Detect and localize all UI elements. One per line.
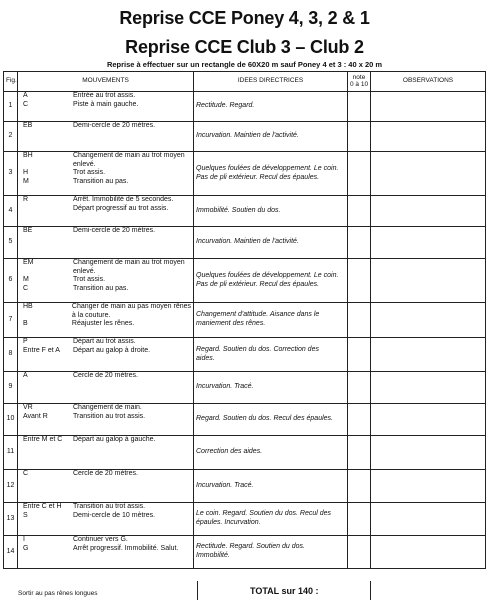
guiding-idea-text: Immobilité. xyxy=(196,552,230,559)
guiding-ideas-cell xyxy=(194,227,348,259)
arena-letter: EM xyxy=(23,259,34,266)
note-cell[interactable] xyxy=(348,303,371,338)
movement-action: Transition au trot assis. xyxy=(73,503,146,510)
figure-number: 4 xyxy=(4,196,18,227)
arena-letters xyxy=(20,536,71,568)
guiding-idea-text: Rectitude. Regard. Soutien du dos. xyxy=(196,543,305,551)
arena-letter: H xyxy=(23,169,29,177)
arena-letter: Entre M et C xyxy=(23,436,63,443)
guiding-idea-text: épaules. Incurvation. xyxy=(196,519,261,526)
observations-cell[interactable] xyxy=(371,196,486,227)
guiding-idea-text: Immobilité. Soutien du dos. xyxy=(196,206,281,214)
movement-actions xyxy=(71,503,191,535)
arena-letter: S xyxy=(23,511,28,519)
note-cell[interactable] xyxy=(348,536,371,569)
figure-number: 7 xyxy=(4,303,18,338)
guiding-idea-text: Incurvation. Tracé. xyxy=(196,481,254,489)
figure-number: 10 xyxy=(4,404,18,436)
arena-letter: A xyxy=(23,92,28,99)
observations-cell[interactable] xyxy=(371,92,486,122)
arena-letter xyxy=(23,312,70,321)
observations-cell[interactable] xyxy=(371,404,486,436)
note-cell[interactable] xyxy=(348,122,371,152)
header-note xyxy=(348,72,371,92)
arena-letters xyxy=(20,303,70,337)
table-header-row xyxy=(4,72,486,92)
guiding-idea-text: Incurvation. Tracé. xyxy=(196,383,254,391)
movement-cell xyxy=(18,303,194,338)
table-row xyxy=(4,470,486,503)
movement-cell xyxy=(18,196,194,227)
movement-actions xyxy=(70,303,191,337)
table-row xyxy=(4,152,486,196)
arena-letters xyxy=(20,196,71,226)
movement-actions xyxy=(71,152,191,195)
guiding-idea-text: Incurvation. Maintien de l'activité. xyxy=(196,132,299,140)
table-row xyxy=(4,338,486,372)
movement-action: Changement de main. xyxy=(73,404,142,411)
guiding-idea-text: aides. xyxy=(196,354,215,362)
movement-action: à la couture. xyxy=(71,311,111,319)
table-row xyxy=(4,259,486,303)
footer-divider-right xyxy=(370,581,371,600)
note-cell[interactable] xyxy=(348,503,371,536)
table-row xyxy=(4,404,486,436)
movement-cell xyxy=(18,259,194,303)
figure-number: 9 xyxy=(4,372,18,404)
figure-number: 11 xyxy=(4,436,18,470)
guiding-idea-text: Pas de pli extérieur. Recul des épaules. xyxy=(196,280,320,288)
movement-actions xyxy=(71,259,191,302)
arena-letters xyxy=(20,372,71,403)
figure-number: 12 xyxy=(4,470,18,503)
arena-letter: B xyxy=(23,320,28,328)
movement-action: Changer de main au pas moyen rênes xyxy=(71,303,191,310)
header-note-line-2: 0 à 10 xyxy=(350,80,369,88)
note-cell[interactable] xyxy=(348,152,371,196)
guiding-idea-text: Quelques foulées de développement. Le coin. xyxy=(196,271,339,279)
movement-actions xyxy=(71,470,191,502)
movement-action: Cercle de 20 mètres. xyxy=(73,372,138,379)
movement-cell xyxy=(18,503,194,536)
table-row xyxy=(4,196,486,227)
observations-cell[interactable] xyxy=(371,436,486,470)
figure-number: 2 xyxy=(4,122,18,152)
guiding-ideas-cell xyxy=(194,122,348,152)
observations-cell[interactable] xyxy=(371,372,486,404)
arena-letters xyxy=(20,259,71,302)
arena-letters xyxy=(20,227,71,258)
arena-letters xyxy=(20,436,71,469)
total-label: TOTAL sur 140 : xyxy=(250,586,319,596)
movement-actions xyxy=(71,536,191,568)
movement-cell xyxy=(18,536,194,569)
movement-action: Cercle de 20 mètres. xyxy=(73,470,138,477)
movement-cell xyxy=(18,470,194,503)
guiding-ideas-cell xyxy=(194,259,348,303)
header-note-line-1: note xyxy=(352,74,366,81)
note-cell[interactable] xyxy=(348,227,371,259)
observations-cell[interactable] xyxy=(371,259,486,303)
guiding-ideas-cell xyxy=(194,372,348,404)
observations-cell[interactable] xyxy=(371,536,486,569)
movement-actions xyxy=(71,196,191,226)
observations-cell[interactable] xyxy=(371,503,486,536)
movement-actions xyxy=(71,92,191,121)
arena-letter: BE xyxy=(23,227,33,234)
movement-action: Piste à main gauche. xyxy=(73,100,139,108)
movement-action: Changement de main au trot moyen xyxy=(73,259,185,266)
movement-cell xyxy=(18,436,194,470)
arena-letter: C xyxy=(23,470,29,477)
guiding-ideas-cell xyxy=(194,152,348,196)
figure-number: 5 xyxy=(4,227,18,259)
movement-action: Arrêt. Immobilité de 5 secondes. xyxy=(73,196,174,203)
table-row xyxy=(4,227,486,259)
guiding-idea-text: maniement des rênes. xyxy=(196,320,266,327)
observations-cell[interactable] xyxy=(371,122,486,152)
arena-letters xyxy=(20,92,71,121)
guiding-idea-text: Le coin. Regard. Soutien du dos. Recul des xyxy=(196,510,332,518)
observations-cell[interactable] xyxy=(371,338,486,372)
table-row xyxy=(4,303,486,338)
arena-letter: Entre F et A xyxy=(23,346,60,354)
movement-action: Départ progressif au trot assis. xyxy=(73,204,169,212)
movement-action: Demi-cercle de 10 mètres. xyxy=(73,511,156,519)
movement-actions xyxy=(71,436,191,469)
arena-letter xyxy=(23,161,71,170)
table-row xyxy=(4,536,486,569)
arena-letter: M xyxy=(23,276,29,284)
arena-letters xyxy=(20,338,71,371)
guiding-ideas-cell xyxy=(194,196,348,227)
arena-letter: G xyxy=(23,544,29,552)
guiding-ideas-cell xyxy=(194,404,348,436)
movement-actions xyxy=(71,404,191,435)
movement-cell xyxy=(18,404,194,436)
guiding-ideas-cell xyxy=(194,536,348,569)
movement-action: Continuer vers G. xyxy=(73,536,128,543)
figure-number: 1 xyxy=(4,92,18,122)
movement-cell xyxy=(18,338,194,372)
movement-cell xyxy=(18,92,194,122)
observations-cell[interactable] xyxy=(371,152,486,196)
movement-action: Transition au pas. xyxy=(73,177,129,185)
guiding-ideas-cell xyxy=(194,338,348,372)
arena-letter: M xyxy=(23,177,29,185)
figure-number: 6 xyxy=(4,259,18,303)
arena-letter: HB xyxy=(23,303,33,310)
arena-letter: BH xyxy=(23,152,33,159)
guiding-ideas-cell xyxy=(194,303,348,338)
movement-cell xyxy=(18,122,194,152)
header-fig: Fig. xyxy=(4,72,18,92)
guiding-idea-text: Quelques foulées de développement. Le coin. xyxy=(196,164,339,172)
table-row xyxy=(4,122,486,152)
movement-action: Départ au trot assis. xyxy=(73,338,136,345)
arena-letter: P xyxy=(23,338,28,345)
table-row xyxy=(4,92,486,122)
footer-divider-left xyxy=(197,581,198,600)
movement-action: Arrêt progressif. Immobilité. Salut. xyxy=(73,544,179,552)
figure-number: 14 xyxy=(4,536,18,569)
note-cell[interactable] xyxy=(348,470,371,503)
note-cell[interactable] xyxy=(348,404,371,436)
movement-action: Trot assis. xyxy=(73,169,106,177)
movement-cell xyxy=(18,152,194,196)
figure-number: 13 xyxy=(4,503,18,536)
arena-letters xyxy=(20,404,71,435)
arena-letter: C xyxy=(23,100,29,108)
movement-action: Entrée au trot assis. xyxy=(73,92,136,99)
guiding-idea-text: Rectitude. Regard. xyxy=(196,102,255,110)
guiding-ideas-cell xyxy=(194,92,348,122)
note-cell[interactable] xyxy=(348,92,371,122)
movement-action: enlevé. xyxy=(73,160,96,168)
movement-action: Réajuster les rênes. xyxy=(71,320,135,328)
guiding-idea-text: Pas de pli extérieur. Recul des épaules. xyxy=(196,173,320,181)
arena-letter: C xyxy=(23,284,29,292)
note-cell[interactable] xyxy=(348,372,371,404)
movement-action: Changement de main au trot moyen xyxy=(73,152,185,159)
observations-cell[interactable] xyxy=(371,303,486,338)
exit-instruction: Sortir au pas rênes longues xyxy=(18,590,98,597)
guiding-ideas-cell xyxy=(194,470,348,503)
movement-actions xyxy=(71,372,191,403)
subtitle: Reprise à effectuer sur un rectangle de 60X20 m sauf Poney 4 et 3 : 40 x 20 m xyxy=(106,60,383,69)
movement-action: Demi-cercle de 20 mètres. xyxy=(73,227,156,234)
movement-action: Trot assis. xyxy=(73,276,106,284)
observations-cell[interactable] xyxy=(371,470,486,503)
note-cell[interactable] xyxy=(348,436,371,470)
guiding-idea-text: Correction des aides. xyxy=(196,448,263,456)
figure-number: 8 xyxy=(4,338,18,372)
movement-cell xyxy=(18,227,194,259)
header-idees-directrices: IDEES DIRECTRICES xyxy=(194,72,348,92)
figure-number: 3 xyxy=(4,152,18,196)
arena-letter: I xyxy=(23,536,25,543)
movement-actions xyxy=(71,122,191,151)
movement-action: Départ au galop à gauche. xyxy=(73,436,156,443)
title-line-2: Reprise CCE Club 3 – Club 2 xyxy=(125,37,364,57)
movement-action: Transition au pas. xyxy=(73,284,129,292)
note-cell[interactable] xyxy=(348,196,371,227)
arena-letters xyxy=(20,152,71,195)
table-row xyxy=(4,503,486,536)
movement-action: Transition au trot assis. xyxy=(73,412,146,420)
arena-letter: Avant R xyxy=(23,412,48,420)
arena-letters xyxy=(20,503,71,535)
note-cell[interactable] xyxy=(348,338,371,372)
arena-letter: EB xyxy=(23,122,33,129)
guiding-idea-text: Changement d'attitude. Aisance dans le xyxy=(196,311,320,319)
arena-letters xyxy=(20,470,71,502)
guiding-ideas-cell xyxy=(194,503,348,536)
guiding-ideas-cell xyxy=(194,436,348,470)
arena-letters xyxy=(20,122,71,151)
guiding-idea-text: Incurvation. Maintien de l'activité. xyxy=(196,238,299,246)
movement-action: Départ au galop à droite. xyxy=(73,346,151,354)
arena-letter: VR xyxy=(23,404,33,411)
movement-actions xyxy=(71,227,191,258)
header-observations: OBSERVATIONS xyxy=(371,72,486,92)
table-row xyxy=(4,372,486,404)
title-line-1: Reprise CCE Poney 4, 3, 2 & 1 xyxy=(119,8,370,28)
guiding-idea-text: Regard. Soutien du dos. Recul des épaules. xyxy=(196,415,333,423)
arena-letter: A xyxy=(23,372,28,379)
header-mouvements: MOUVEMENTS xyxy=(18,72,194,92)
movement-cell xyxy=(18,372,194,404)
observations-cell[interactable] xyxy=(371,227,486,259)
dressage-score-table xyxy=(3,71,486,569)
movement-action: enlevé. xyxy=(73,267,96,275)
arena-letter xyxy=(23,268,71,277)
movement-action: Demi-cercle de 20 mètres. xyxy=(73,122,156,129)
table-row xyxy=(4,436,486,470)
note-cell[interactable] xyxy=(348,259,371,303)
arena-letter: Entre C et H xyxy=(23,503,62,510)
arena-letter: R xyxy=(23,196,29,203)
movement-actions xyxy=(71,338,191,371)
guiding-idea-text: Regard. Soutien du dos. Correction des xyxy=(196,345,319,353)
